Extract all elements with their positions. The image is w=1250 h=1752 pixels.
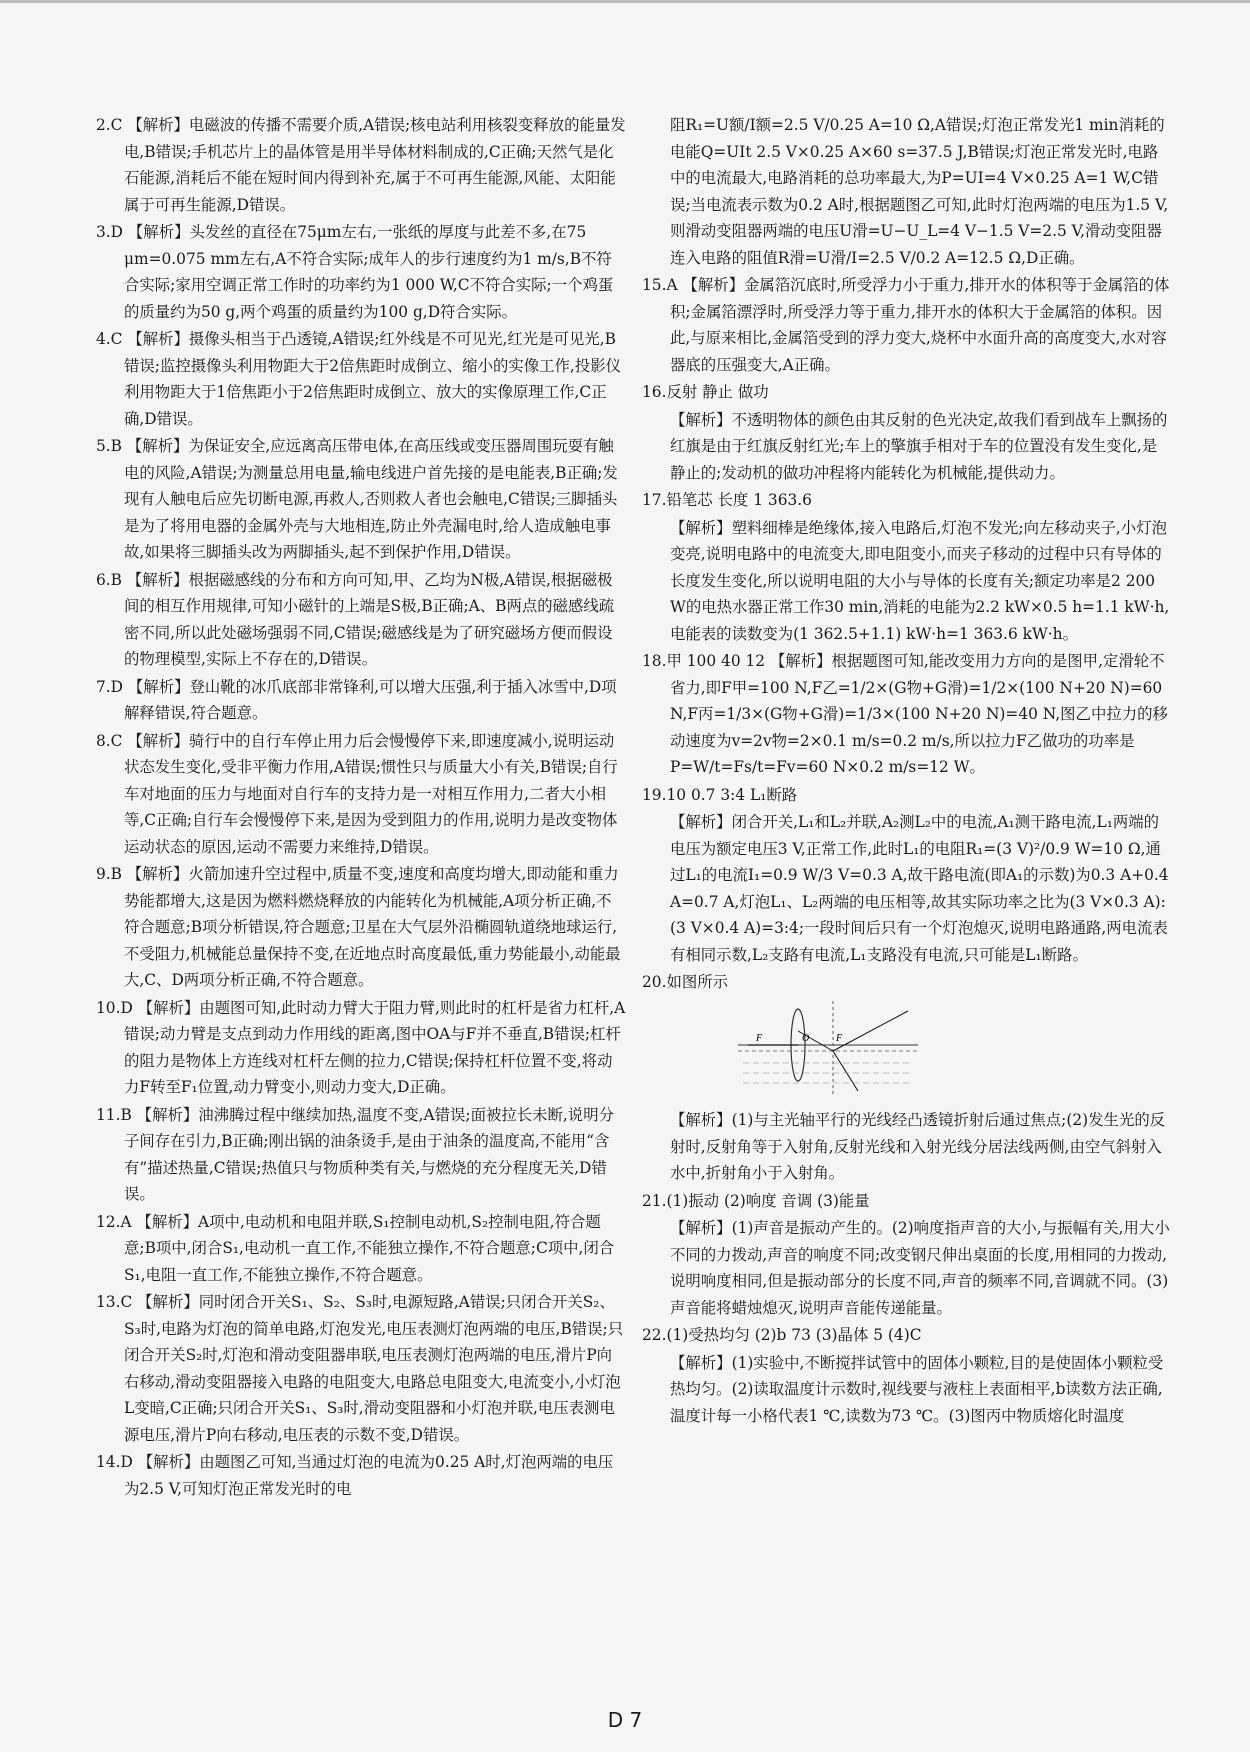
answer-20-explanation: 【解析】(1)与主光轴平行的光线经凸透镜折射后通过焦点;(2)发生光的反射时,反射角等于入射角,反射光线和入射光线分居法线两侧,由空气斜射入水中,折射角小于入射角。 (670, 1111, 1166, 1182)
answer-10: 10.D 【解析】由题图可知,此时动力臂大于阻力臂,则此时的杠杆是省力杠杆,A错误;动力臂是支点到动力作用线的距离,图中OA与F并不垂直,B错误;杠杆的阻力是物体上方连线对杠杆左侧的拉力,C错误;保持杠杆位置不变,将动力F转至F₁位置,动力臂变小,则动力变大,D正确。 (96, 998, 626, 1096)
answer-16-explanation: 【解析】不透明物体的颜色由其反射的色光决定,故我们看到战车上飘扬的红旗是由于红旗反射红光;车上的擎旗手相对于车的位置没有发生变化,是静止的;发动机的做功冲程将内能转化为机械能,提供动力。 (670, 410, 1168, 482)
left-column (96, 112, 626, 1503)
label-o: O (802, 1032, 810, 1044)
answer-15: 15.A 【解析】金属箔沉底时,所受浮力小于重力,排开水的体积等于金属箔的体积;金属箔漂浮时,所受浮力等于重力,排开水的体积大于金属箔的体积。因此,与原来相比,金属箔受到的浮力变大,烧杯中水面升高的高度变大,水对容器底的压强变大,A正确。 (642, 276, 1170, 374)
answer-8: 8.C 【解析】骑行中的自行车停止用力后会慢慢停下来,即速度减小,说明运动状态发生变化,受非平衡力作用,A错误;惯性只与质量大小有关,B错误;自行车对地面的压力与地面对自行车的支持力是一对相互作用力,二者大小相等,C正确;自行车会慢慢停下来,是因为受到阻力的作用,说明力是改变物体运动状态的原因,运动不需要力来维持,D错误。 (96, 731, 618, 856)
answer-14-continued: 阻R₁=U额/I额=2.5 V/0.25 A=10 Ω,A错误;灯泡正常发光1 min消耗的电能Q=UIt 2.5 V×0.25 A×60 s=37.5 J,B错误;灯泡正常发光时,电路中的电流最大,电路消耗的总功率最大,为P=UI=4 V×0.25 A=1 W,C错误;当电流表示数为0.2 A时,根据题图乙可知,此时灯泡两端的电压为1.5 V,则滑动变阻器两端的电压U滑=U−U_L=4 V−1.5 V=2.5 V,滑动变阻器连入电路的阻值R滑=U滑/I=2.5 V/0.2 A=12.5 Ω,D正确。 (670, 116, 1169, 267)
top-border (0, 0, 1250, 3)
answer-21: 21.(1)振动 (2)响度 音调 (3)能量 (642, 1191, 870, 1210)
answer-22: 22.(1)受热均匀 (2)b 73 (3)晶体 5 (4)C (642, 1326, 922, 1344)
answer-18: 18.甲 100 40 12 【解析】根据题图可知,能改变用力方向的是图甲,定滑轮不省力,即F甲=100 N,F乙=1/2×(G物+G滑)=1/2×(100 N+20 N)=60 N,F丙=1/3×(G物+G滑)=1/3×(100 N+20 N)=40 N,图乙中拉力的移动速度为v=2v物=2×0.1 m/s=0.2 m/s,所以拉力F乙做功的功率是P=W/t=Fs/t=Fv=60 N×0.2 m/s=12 W。 (642, 652, 1168, 776)
label-f-left: F (756, 1032, 763, 1044)
answer-9: 9.B 【解析】火箭加速升空过程中,质量不变,速度和高度均增大,即动能和重力势能都增大,这是因为燃料燃烧释放的内能转化为机械能,A项分析正确,不符合题意;B项分析错误,符合题意;卫星在大气层外沿椭圆轨道绕地球运行,不受阻力,机械能总量保持不变,在近地点时高度最低,重力势能最小,动能最大,C、D两项分析正确,不符合题意。 (96, 865, 621, 989)
optics-diagram (738, 1001, 918, 1097)
page-number: D 7 (607, 1708, 643, 1732)
answer-5: 5.B 【解析】为保证安全,应远离高压带电体,在高压线或变压器周围玩耍有触电的风险,A错误;为测量总用电量,输电线进户首先接的是电能表,B正确;发现有人触电后应先切断电源,再救人,否则救人者也会触电,C错误;三脚插头是为了将用电器的金属外壳与大地相连,防止外壳漏电时,给人造成触电事故,如果将三脚插头改为两脚插头,起不到保护作用,D错误。 (96, 437, 618, 561)
answer-17: 17.铅笔芯 长度 1 363.6 (642, 491, 812, 509)
answer-17-explanation: 【解析】塑料细棒是绝缘体,接入电路后,灯泡不发光;向左移动夹子,小灯泡变亮,说明电路中的电流变大,即电阻变小,而夹子移动的过程中只有导体的长度发生变化,所以说明电阻的大小与导体的长度有关;额定功率是2 200 W的电热水器正常工作30 min,消耗的电能为2.2 kW×0.5 h=1.1 kW·h,电能表的读数变为(1 362.5+1.1) kW·h=1 363.6 kW·h。 (670, 518, 1170, 643)
answer-20: 20.如图所示 (642, 973, 729, 991)
answer-14: 14.D 【解析】由题图乙可知,当通过灯泡的电流为0.25 A时,灯泡两端的电压为2.5 V,可知灯泡正常发光时的电 (96, 1453, 614, 1498)
answer-3: 3.D 【解析】头发丝的直径在75μm左右,一张纸的厚度与此差不多,在75 μm=0.075 mm左右,A不符合实际;成年人的步行速度约为1 m/s,B不符合实际;家用空调正常工作时的功率约为1 000 W,C不符合实际;一个鸡蛋的质量约为50 g,两个鸡蛋的质量约为100 g,D符合实际。 (96, 223, 614, 321)
answer-7: 7.D 【解析】登山靴的冰爪底部非常锋利,可以增大压强,利于插入冰雪中,D项解释错误,符合题意。 (96, 677, 617, 722)
right-column (642, 112, 1172, 1430)
answer-11: 11.B 【解析】油沸腾过程中继续加热,温度不变,A错误;面被拉长未断,说明分子间存在引力,B正确;刚出锅的油条烫手,是由于油条的温度高,不能用“含有”描述热量,C错误;热值只与物质种类有关,与燃烧的充分程度无关,D错误。 (96, 1105, 614, 1203)
answer-21-explanation: 【解析】(1)声音是振动产生的。(2)响度指声音的大小,与振幅有关,用大小不同的力拨动,声音的响度不同;改变钢尺伸出桌面的长度,用相同的力拨动,说明响度相同,但是振动部分的长度不同,声音的频率不同,音调就不同。(3)声音能将蜡烛熄灭,说明声音能传递能量。 (670, 1219, 1170, 1317)
answer-13: 13.C 【解析】同时闭合开关S₁、S₂、S₃时,电源短路,A错误;只闭合开关S₂、S₃时,电路为灯泡的简单电路,灯泡发光,电压表测灯泡两端的电压,B错误;只闭合开关S₂时,灯泡和滑动变阻器串联,电压表测灯泡两端的电压,滑片P向右移动,滑动变阻器接入电路的电阻变大,电路总电阻变大,电流变小,小灯泡L变暗,C正确;只闭合开关S₁、S₃时,滑动变阻器和小灯泡并联,电压表测电源电压,滑片P向右移动,电压表的示数不变,D错误。 (96, 1293, 624, 1444)
answer-4: 4.C 【解析】摄像头相当于凸透镜,A错误;红外线是不可见光,红光是可见光,B错误;监控摄像头利用物距大于2倍焦距时成倒立、缩小的实像工作,投影仪利用物距大于1倍焦距小于2倍焦距时成倒立、放大的实像原理工作,C正确,D错误。 (96, 330, 621, 428)
answer-12: 12.A 【解析】A项中,电动机和电阻并联,S₁控制电动机,S₂控制电阻,符合题意;B项中,闭合S₁,电动机一直工作,不能独立操作,不符合题意;C项中,闭合S₁,电阻一直工作,不能独立操作,不符合题意。 (96, 1212, 615, 1284)
answer-19-explanation: 【解析】闭合开关,L₁和L₂并联,A₂测L₂中的电流,A₁测干路电流,L₁两端的电压为额定电压3 V,正常工作,此时L₁的电阻R₁=(3 V)²/0.9 W=10 Ω,通过L₁的电流I₁=0.9 W/3 V=0.3 A,故干路电流(即A₁的示数)为0.3 A+0.4 A=0.7 A,灯泡L₁、L₂两端的电压相等,故其实际功率之比为(3 V×0.3 A):(3 V×0.4 A)=3:4;一段时间后只有一个灯泡熄灭,说明电路通路,两电流表有相同示数,L₂支路有电流,L₁支路没有电流,只可能是L₁断路。 (670, 813, 1169, 964)
label-f-right: F (836, 1032, 843, 1044)
answer-22-explanation: 【解析】(1)实验中,不断搅拌试管中的固体小颗粒,目的是使固体小颗粒受热均匀。(2)读取温度计示数时,视线要与液柱上表面相平,b读数方法正确,温度计每一小格代表1 ℃,读数为73 ℃。(3)图丙中物质熔化时温度 (670, 1353, 1164, 1425)
answer-19: 19.10 0.7 3:4 L₁断路 (642, 785, 798, 804)
answer-6: 6.B 【解析】根据磁感线的分布和方向可知,甲、乙均为N极,A错误,根据磁极间的相互作用规律,可知小磁针的上端是S极,B正确;A、B两点的磁感线疏密不同,所以此处磁场强弱不同,C错误;磁感线是为了研究磁场方便而假设的物理模型,实际上不存在的,D错误。 (96, 570, 615, 668)
answer-2: 2.C 【解析】电磁波的传播不需要介质,A错误;核电站利用核裂变释放的能量发电,B错误;手机芯片上的晶体管是用半导体材料制成的,C正确;天然气是化石能源,消耗后不能在短时间内得到补充,属于不可再生能源,风能、太阳能属于可再生能源,D错误。 (96, 116, 626, 214)
answer-16: 16.反射 静止 做功 (642, 383, 769, 401)
